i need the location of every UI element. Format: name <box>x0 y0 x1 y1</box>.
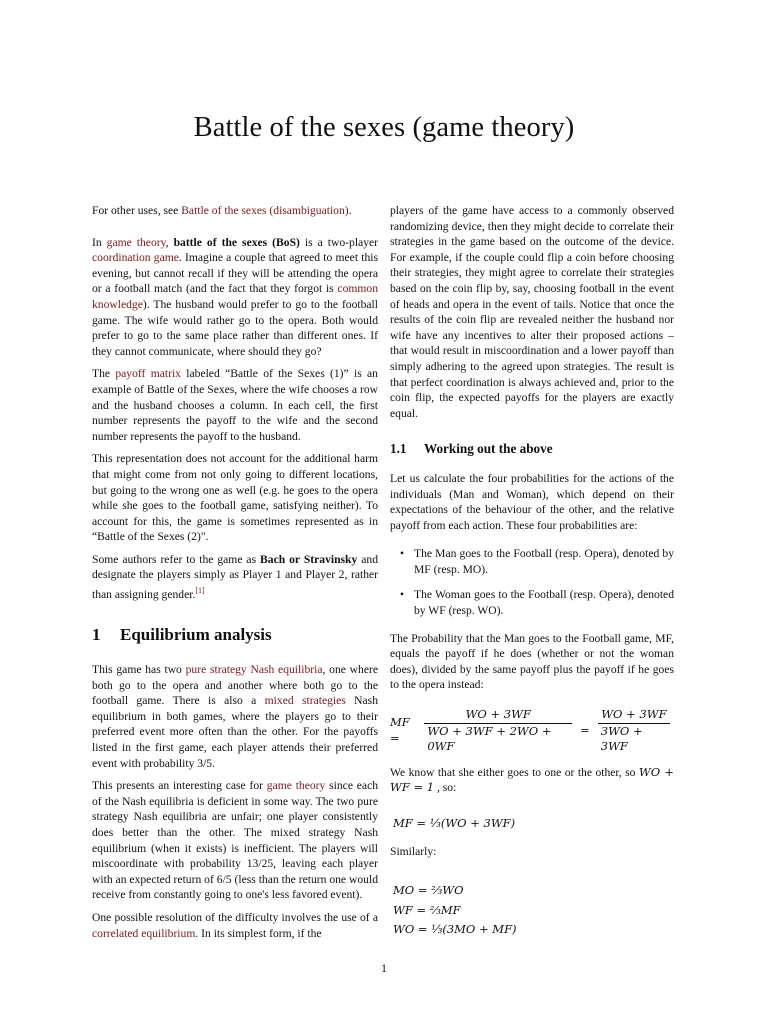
probability-list <box>390 546 674 618</box>
equation-mo: MO = ⅔WO <box>393 883 464 898</box>
equilibria-paragraph: This game has two pure strategy Nash equilibria, one where both go to the opera and another where both go to the football game. There is also a mixed strategies Nash equilibrium in both games, where the players go to their preferred event more often than the other. For the payoffs listed in the first game, each player attends their preferred event with probability 3/5. <box>92 663 378 770</box>
common-knowledge-link[interactable]: common knowledge <box>92 282 378 311</box>
sum-equation: WO + WF = 1 <box>390 764 674 795</box>
continuation-paragraph: players of the game have access to a commonly observed randomizing device, then they might decide to correlate their strategies in the game based on the outcome of the device. For example, if the couple could flip a coin before choosing their strategies, they might agree to correlate their strategies based on the coin flip by, say, choosing football in the event of heads and opera in the event of tails. Notice that once the results of the coin flip are revealed neither the husband nor wife have any incentives to alter their proposed actions – that would result in miscoordination and a lower payoff than simply adhering to the agreed upon strategies. The result is that perfect coordination is always achieved and, prior to the coin flip, the expected payoffs for the players are exactly equal. <box>390 204 674 420</box>
eq1-fraction-2: $\frac{WO + 3WF}{3WO + 3WF}$ <box>598 707 670 755</box>
interesting-case-paragraph: This presents an interesting case for game theory since each of the Nash equilibria is deficient in some way. The two pure strategy Nash equilibria are unfair; one player consistently does better than the other. The mixed strategy Nash equilibrium (when it exists) is inefficient. The players will miscoordinate with probability 13/25, leaving each player with an expected return of 6/5 (less than the return one would receive from constantly going to one's less favored event). <box>92 779 379 902</box>
equation-mf: MF = $\frac{WO + 3WF}{WO + 3WF + 2WO + 0WF}$ = $\frac{WO + 3WF}{3WO + 3WF}$ <box>390 707 674 755</box>
intro-paragraph: In game theory, battle of the sexes (BoS) is a two-player coordination game. Imagine a couple that agreed to meet this evening, but cannot recall if they will be attending the opera or a football match (and the fact that they forgot is common knowledge). The husband would prefer to go to the football game. The wife would rather go to the opera. Both would prefer to go to the same place rather than different ones. If they cannot communicate, where should they go? <box>92 235 379 358</box>
equation-mf-simplified: MF = ⅓(WO + 3WF) <box>393 816 516 830</box>
authors-paragraph: Some authors refer to the game as Bach or Stravinsky and designate the players simply as Player 1 and Player 2, rather than assigning gender.[1] <box>92 552 378 601</box>
calc-intro-paragraph: Let us calculate the four probabilities for the actions of the individuals (Man and Woman), which depend on their expectations of the behaviour of the other, and the relative payoff from each action. These four probabilities are: <box>390 471 674 532</box>
disambiguation-link[interactable]: Battle of the sexes (disambiguation) <box>181 204 349 217</box>
eq1-lhs: MF = <box>390 715 410 745</box>
left-column <box>92 203 378 948</box>
mixed-strategies-link[interactable]: mixed strategies <box>264 694 346 708</box>
probability-paragraph: The Probability that the Man goes to the Football game, MF, equals the payoff if he does (whether or not the woman does), divided by the same payoff plus the payoff if he goes to the opera instead: <box>390 631 674 692</box>
equation-wf: WF = ⅔MF <box>393 902 461 917</box>
list-item: • The Man goes to the Football (resp. Opera), denoted by MF (resp. MO). <box>414 546 674 577</box>
list-item: • The Woman goes to the Football (resp. Opera), denoted by WF (resp. WO). <box>414 587 674 618</box>
resolution-paragraph: One possible resolution of the difficulty involves the use of a correlated equilibrium. In its simplest form, if the <box>92 911 378 940</box>
eq1-fraction-1: $\frac{WO + 3WF}{WO + 3WF + 2WO + 0WF}$ <box>424 707 572 755</box>
game-theory-link[interactable]: game theory <box>106 235 166 249</box>
subsection-working-out: 1.1 Working out the above <box>390 441 553 457</box>
correlated-equilibrium-link[interactable]: correlated equilibrium <box>92 926 196 940</box>
equation-wo: WO = ⅓(3MO + MF) <box>393 922 517 937</box>
hatnote: For other uses, see Battle of the sexes (disambiguation). <box>92 204 352 217</box>
right-column <box>390 203 674 942</box>
representation-paragraph: This representation does not account for the additional harm that might come from not only going to different locations, but going to the wrong one as well (e.g. he goes to the opera while she goes to the football game, satisfying neither). To account for this, the game is sometimes represented as in “Battle of the Sexes (2)". <box>92 452 378 544</box>
section-equilibrium-analysis: 1 Equilibrium analysis <box>92 624 272 644</box>
similarly-label: Similarly: <box>390 844 437 858</box>
page-title: Battle of the sexes (game theory) <box>193 112 575 143</box>
equation-group <box>390 883 674 938</box>
payoff-matrix-link[interactable]: payoff matrix <box>115 367 181 381</box>
pure-strategy-nash-link[interactable]: pure strategy Nash equilibria <box>185 663 323 677</box>
page-number: 1 <box>381 961 387 975</box>
coordination-game-link[interactable]: coordination game <box>92 251 179 265</box>
payoff-paragraph: The payoff matrix labeled “Battle of the Sexes (1)” is an example of Battle of the Sexes, where the wife chooses a row and the husband chooses a column. In each cell, the first number represents the payoff to the wife and the second number represents the payoff to the husband. <box>92 367 378 443</box>
reference-1-link[interactable]: [1] <box>195 586 205 596</box>
know-paragraph: We know that she either goes to one or the other, so WO + WF = 1 , so: <box>390 764 674 795</box>
game-theory-link-2[interactable]: game theory <box>266 779 326 793</box>
